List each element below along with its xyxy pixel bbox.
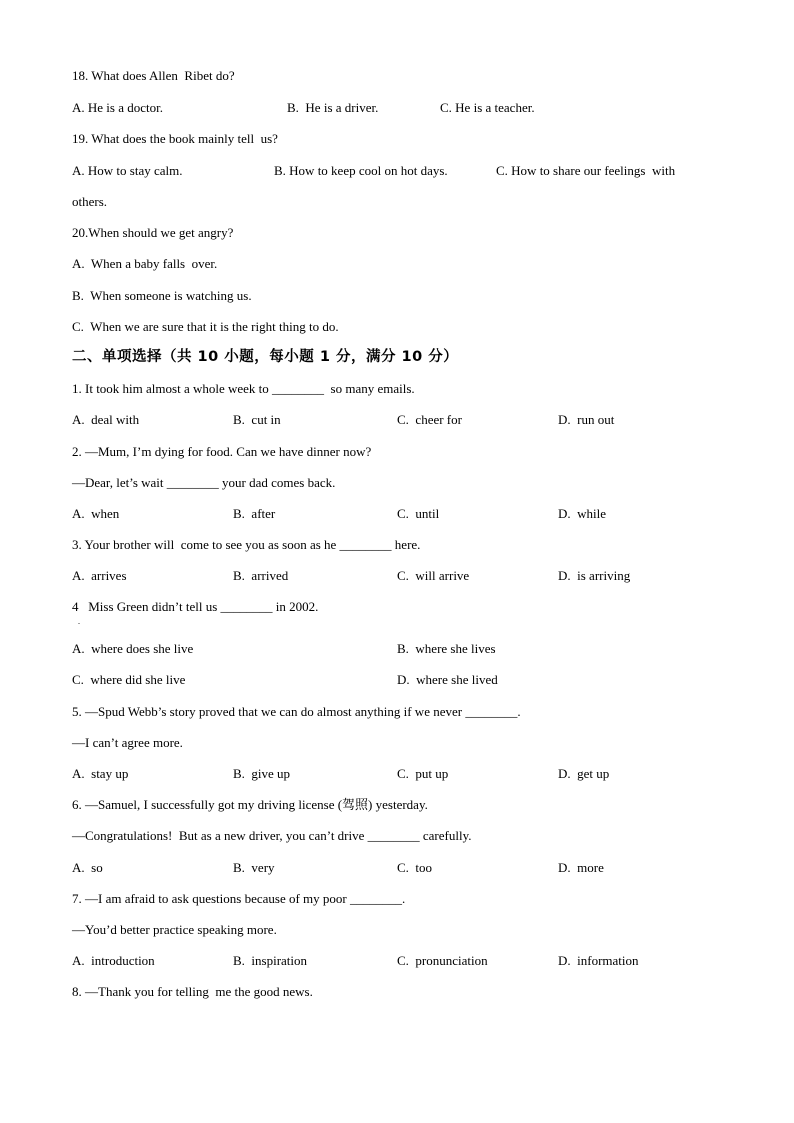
single-choice-1-option-d: D. run out — [558, 412, 615, 427]
single-choice-2-line-1: 2. —Mum, I’m dying for food. Can we have dinner now? — [72, 444, 372, 459]
single-choice-5-line-2: —I can’t agree more. — [72, 735, 183, 750]
single-choice-1-option-b: B. cut in — [233, 412, 281, 427]
single-choice-1-option-c: C. cheer for — [397, 412, 462, 427]
single-choice-4-option-a: A. where does she live — [72, 641, 194, 656]
single-choice-4-stem: 4 Miss Green didn’t tell us ________ in 2002. — [72, 599, 319, 614]
single-choice-4-option-b: B. where she lives — [397, 641, 496, 656]
single-choice-3-option-b: B. arrived — [233, 568, 289, 583]
single-choice-7-line-1: 7. —I am afraid to ask questions because of my poor ________. — [72, 891, 406, 906]
single-choice-6-option-b: B. very — [233, 860, 275, 875]
single-choice-3-option-d: D. is arriving — [558, 568, 631, 583]
question-20-option-b: B. When someone is watching us. — [72, 288, 252, 303]
single-choice-1-stem: 1. It took him almost a whole week to ________ so many emails. — [72, 381, 415, 396]
question-19-option-b: B. How to keep cool on hot days. — [274, 163, 448, 178]
single-choice-5-option-c: C. put up — [397, 766, 449, 781]
single-choice-2-option-b: B. after — [233, 506, 276, 521]
single-choice-1-option-a: A. deal with — [72, 412, 140, 427]
single-choice-5-option-a: A. stay up — [72, 766, 129, 781]
single-choice-7-option-c: C. pronunciation — [397, 953, 488, 968]
single-choice-3-option-a: A. arrives — [72, 568, 127, 583]
single-choice-2-option-c: C. until — [397, 506, 440, 521]
section-heading: 二、单项选择（共 10 小题，每小题 1 分，满分 10 分） — [72, 349, 459, 365]
question-20-option-c: C. When we are sure that it is the right thing to do. — [72, 319, 339, 334]
question-19-option-c-continued: others. — [72, 194, 108, 209]
single-choice-6-line-2: —Congratulations! But as a new driver, you can’t drive ________ carefully. — [72, 828, 472, 843]
single-choice-3-option-c: C. will arrive — [397, 568, 470, 583]
single-choice-5-option-d: D. get up — [558, 766, 610, 781]
single-choice-5-line-1: 5. —Spud Webb’s story proved that we can do almost anything if we never ________. — [72, 704, 521, 719]
single-choice-6-option-c: C. too — [397, 860, 433, 875]
single-choice-2-line-2: —Dear, let’s wait ________ your dad comes back. — [72, 475, 336, 490]
question-20-stem: 20.When should we get angry? — [72, 225, 234, 240]
question-19-option-a: A. How to stay calm. — [72, 163, 183, 178]
question-18-option-b: B. He is a driver. — [287, 100, 379, 115]
single-choice-2-option-d: D. while — [558, 506, 607, 521]
single-choice-6-option-a: A. so — [72, 860, 103, 875]
single-choice-2-option-a: A. when — [72, 506, 120, 521]
single-choice-3-stem: 3. Your brother will come to see you as soon as he ________ here. — [72, 537, 421, 552]
single-choice-7-option-d: D. information — [558, 953, 639, 968]
single-choice-7-option-b: B. inspiration — [233, 953, 308, 968]
single-choice-4-option-c: C. where did she live — [72, 672, 186, 687]
question-19-option-c: C. How to share our feelings with — [496, 163, 676, 178]
single-choice-6-line-1: 6. —Samuel, I successfully got my driving license (驾照) yesterday. — [72, 797, 428, 812]
single-choice-6-option-d: D. more — [558, 860, 604, 875]
single-choice-5-option-b: B. give up — [233, 766, 291, 781]
stray-dot-mark: . — [78, 617, 80, 626]
single-choice-4-option-d: D. where she lived — [397, 672, 498, 687]
single-choice-7-line-2: —You’d better practice speaking more. — [72, 922, 277, 937]
question-20-option-a: A. When a baby falls over. — [72, 256, 218, 271]
question-18-stem: 18. What does Allen Ribet do? — [72, 68, 235, 83]
single-choice-8-line-1: 8. —Thank you for telling me the good news. — [72, 984, 313, 999]
question-19-stem: 19. What does the book mainly tell us? — [72, 131, 278, 146]
single-choice-7-option-a: A. introduction — [72, 953, 155, 968]
question-18-option-a: A. He is a doctor. — [72, 100, 163, 115]
question-18-option-c: C. He is a teacher. — [440, 100, 535, 115]
